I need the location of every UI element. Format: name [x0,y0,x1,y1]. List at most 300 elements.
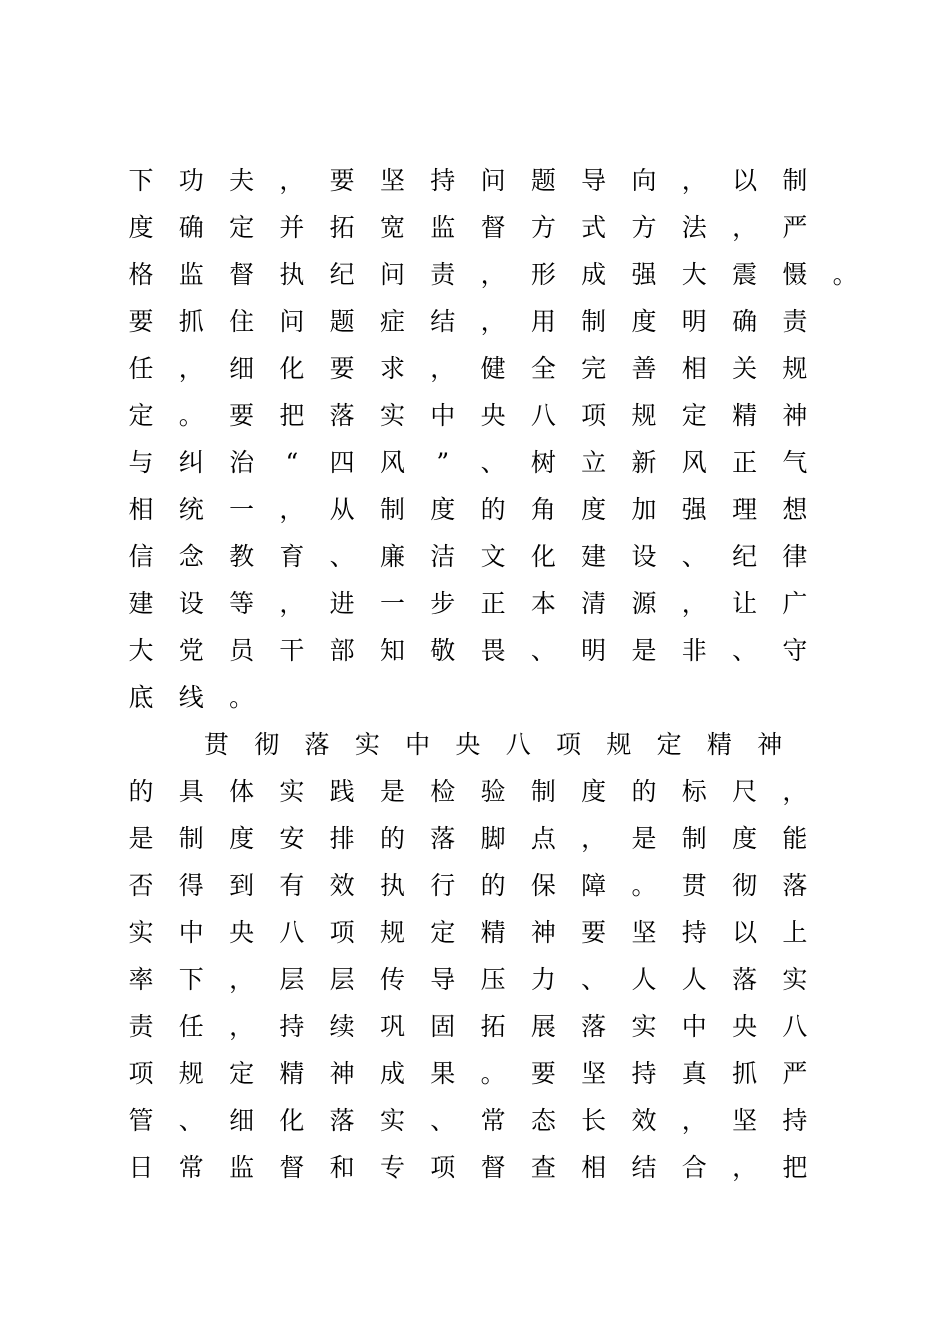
glyph: 、 [681,542,707,571]
glyph: 央 [732,1012,758,1041]
glyph: 管 [128,1106,154,1135]
glyph: 神 [530,918,556,947]
glyph: 纪 [732,542,758,571]
glyph: ， [279,589,305,618]
glyph: 源 [631,589,657,618]
glyph: 中 [430,401,456,430]
glyph: 责 [430,260,456,289]
glyph: 、 [581,965,607,994]
glyph: ， [681,589,707,618]
glyph: 精 [480,918,506,947]
glyph: 贯 [681,871,707,900]
glyph: 排 [329,824,355,853]
glyph: 制 [379,495,405,524]
text-line [0,815,950,862]
glyph: 到 [229,871,255,900]
text-line [0,1003,950,1050]
glyph: 实 [354,730,380,759]
glyph: 是 [379,777,405,806]
glyph: 。 [229,683,255,712]
text-line [0,1144,950,1191]
glyph: 细 [229,354,255,383]
glyph: 新 [631,448,657,477]
glyph: 任 [178,1012,204,1041]
glyph: 人 [631,965,657,994]
glyph: 标 [681,777,707,806]
glyph: 巩 [379,1012,405,1041]
glyph: 神 [782,401,808,430]
glyph: 验 [480,777,506,806]
glyph: 化 [279,354,305,383]
glyph: 的 [631,777,657,806]
glyph: 成 [379,1059,405,1088]
glyph: 合 [681,1153,707,1182]
glyph: 贯 [203,730,229,759]
glyph: “ [285,448,299,477]
glyph: 执 [279,260,305,289]
glyph: 央 [229,918,255,947]
glyph: 彻 [254,730,280,759]
glyph: 脚 [480,824,506,853]
glyph: 神 [757,730,783,759]
glyph: 定 [681,401,707,430]
text-line [0,909,950,956]
text-line [0,768,950,815]
glyph: ， [279,166,305,195]
glyph: 规 [606,730,632,759]
glyph: 强 [631,260,657,289]
glyph: 彻 [732,871,758,900]
glyph: 纠 [178,448,204,477]
glyph: 要 [329,166,355,195]
text-line [0,298,950,345]
glyph: 以 [732,166,758,195]
glyph: 落 [304,730,330,759]
glyph: 本 [530,589,556,618]
glyph: 化 [279,1106,305,1135]
glyph: 定 [128,401,154,430]
glyph: 并 [279,213,305,242]
glyph: 持 [681,918,707,947]
glyph: ， [229,1012,255,1041]
glyph: 知 [379,636,405,665]
glyph: 四 [329,448,355,477]
glyph: 度 [229,824,255,853]
glyph: 要 [530,1059,556,1088]
glyph: 非 [681,636,707,665]
glyph: 与 [128,448,154,477]
glyph: 角 [530,495,556,524]
glyph: 否 [128,871,154,900]
text-line [0,439,950,486]
glyph: 广 [782,589,808,618]
glyph: 制 [178,824,204,853]
glyph: ” [436,448,450,477]
glyph: 题 [530,166,556,195]
glyph: 。 [480,1059,506,1088]
glyph: 监 [430,213,456,242]
glyph: 项 [581,401,607,430]
glyph: 制 [681,824,707,853]
glyph: ， [229,965,255,994]
glyph: 监 [229,1153,255,1182]
glyph: 持 [782,1106,808,1135]
glyph: 念 [178,542,204,571]
glyph: 律 [782,542,808,571]
glyph: 把 [279,401,305,430]
glyph: 实 [631,1012,657,1041]
glyph: 理 [732,495,758,524]
glyph: 正 [480,589,506,618]
glyph: 震 [732,260,758,289]
glyph: 想 [782,495,808,524]
glyph: 实 [379,401,405,430]
glyph: 是 [631,824,657,853]
glyph: 常 [480,1106,506,1135]
glyph: 果 [430,1059,456,1088]
glyph: 步 [430,589,456,618]
glyph: 善 [631,354,657,383]
glyph: 干 [279,636,305,665]
glyph: 定 [229,1059,255,1088]
glyph: 规 [178,1059,204,1088]
glyph: 夫 [229,166,255,195]
glyph: 问 [480,166,506,195]
glyph: 一 [229,495,255,524]
glyph: 央 [480,401,506,430]
glyph: 坚 [379,166,405,195]
glyph: 育 [279,542,305,571]
glyph: ， [480,260,506,289]
glyph: 落 [732,965,758,994]
glyph: 要 [581,918,607,947]
glyph: 制 [530,777,556,806]
glyph: 方 [631,213,657,242]
glyph: ， [480,307,506,336]
glyph: 格 [128,260,154,289]
glyph: 、 [732,636,758,665]
glyph: ， [581,824,607,853]
glyph: 相 [681,354,707,383]
glyph: ， [430,354,456,383]
glyph: 人 [681,965,707,994]
glyph: ， [681,1106,707,1135]
glyph: 项 [430,1153,456,1182]
glyph: 行 [430,871,456,900]
glyph: 督 [279,1153,305,1182]
glyph: 规 [379,918,405,947]
glyph: 宽 [379,213,405,242]
glyph: 信 [128,542,154,571]
glyph: 率 [128,965,154,994]
glyph: 坚 [732,1106,758,1135]
text-line [0,1050,950,1097]
glyph: 执 [379,871,405,900]
glyph: ， [279,495,305,524]
glyph: ， [782,777,808,806]
glyph: 问 [379,260,405,289]
glyph: 导 [581,166,607,195]
glyph: 风 [379,448,405,477]
glyph: 明 [681,307,707,336]
glyph: 落 [430,824,456,853]
text-line [0,251,950,298]
glyph: 效 [329,871,355,900]
glyph: 度 [581,495,607,524]
glyph: 、 [178,1106,204,1135]
glyph: 导 [430,965,456,994]
glyph: 实 [128,918,154,947]
glyph: 责 [782,307,808,336]
glyph: 践 [329,777,355,806]
glyph: 敬 [430,636,456,665]
glyph: 教 [229,542,255,571]
glyph: 尺 [732,777,758,806]
text-line [0,580,950,627]
glyph: 拓 [480,1012,506,1041]
glyph: 定 [229,213,255,242]
glyph: 法 [681,213,707,242]
glyph: 得 [178,871,204,900]
text-line [0,392,950,439]
glyph: ， [178,354,204,383]
glyph: 层 [329,965,355,994]
glyph: 结 [631,1153,657,1182]
glyph: 障 [581,871,607,900]
glyph: 细 [229,1106,255,1135]
glyph: 用 [530,307,556,336]
glyph: 正 [732,448,758,477]
glyph: 文 [480,542,506,571]
glyph: 责 [128,1012,154,1041]
glyph: 实 [279,777,305,806]
text-line [0,1097,950,1144]
glyph: 展 [530,1012,556,1041]
glyph: 、 [430,1106,456,1135]
glyph: 定 [656,730,682,759]
glyph: 下 [178,965,204,994]
glyph: 态 [530,1106,556,1135]
glyph: 拓 [329,213,355,242]
glyph: 线 [178,683,204,712]
glyph: 层 [279,965,305,994]
glyph: 落 [329,1106,355,1135]
glyph: 精 [732,401,758,430]
glyph: 度 [430,495,456,524]
glyph: 八 [782,1012,808,1041]
glyph: 真 [681,1059,707,1088]
glyph: 式 [581,213,607,242]
glyph: 功 [178,166,204,195]
glyph: 的 [379,824,405,853]
glyph: 纪 [329,260,355,289]
glyph: 落 [782,871,808,900]
glyph: 员 [229,636,255,665]
glyph: 统 [178,495,204,524]
glyph: 形 [530,260,556,289]
glyph: 、 [480,448,506,477]
glyph: 严 [782,1059,808,1088]
glyph: 党 [178,636,204,665]
glyph: 效 [631,1106,657,1135]
text-line [0,862,950,909]
glyph: 度 [732,824,758,853]
glyph: 查 [530,1153,556,1182]
glyph: 严 [782,213,808,242]
glyph: 点 [530,824,556,853]
glyph: 安 [279,824,305,853]
glyph: 的 [128,777,154,806]
glyph: 定 [430,918,456,947]
glyph: 症 [379,307,405,336]
glyph: 常 [178,1153,204,1182]
glyph: 的 [480,495,506,524]
glyph: 问 [279,307,305,336]
glyph: 题 [329,307,355,336]
glyph: 要 [128,307,154,336]
glyph: 强 [681,495,707,524]
glyph: 相 [128,495,154,524]
glyph: 长 [581,1106,607,1135]
glyph: 确 [732,307,758,336]
glyph: 有 [279,871,305,900]
glyph: 中 [178,918,204,947]
glyph: 具 [178,777,204,806]
glyph: 坚 [631,918,657,947]
glyph: 监 [178,260,204,289]
glyph: 把 [782,1153,808,1182]
glyph: 、 [329,542,355,571]
glyph: 洁 [430,542,456,571]
glyph: 持 [430,166,456,195]
glyph: 要 [229,401,255,430]
glyph: 压 [480,965,506,994]
glyph: 落 [329,401,355,430]
glyph: 以 [732,918,758,947]
text-line [0,345,950,392]
glyph: 进 [329,589,355,618]
glyph: 实 [379,1106,405,1135]
glyph: 八 [279,918,305,947]
glyph: 度 [631,307,657,336]
glyph: 传 [379,965,405,994]
glyph: 从 [329,495,355,524]
glyph: 是 [631,636,657,665]
glyph: 大 [128,636,154,665]
glyph: 中 [405,730,431,759]
glyph: 日 [128,1153,154,1182]
glyph: 八 [530,401,556,430]
glyph: 制 [581,307,607,336]
glyph: 固 [430,1012,456,1041]
glyph: 的 [480,871,506,900]
glyph: 等 [229,589,255,618]
glyph: 持 [279,1012,305,1041]
text-line [0,627,950,674]
glyph: ， [732,1153,758,1182]
glyph: 相 [581,1153,607,1182]
glyph: 建 [128,589,154,618]
text-line [0,204,950,251]
glyph: 项 [329,918,355,947]
glyph: 成 [581,260,607,289]
glyph: 关 [732,354,758,383]
glyph: 廉 [379,542,405,571]
glyph: ， [681,166,707,195]
glyph: 督 [480,213,506,242]
glyph: 续 [329,1012,355,1041]
glyph: 树 [530,448,556,477]
glyph: 、 [530,636,556,665]
glyph: 度 [581,777,607,806]
glyph: 和 [329,1153,355,1182]
glyph: 风 [681,448,707,477]
text-line [0,956,950,1003]
glyph: 督 [229,260,255,289]
glyph: 实 [782,965,808,994]
glyph: 项 [128,1059,154,1088]
glyph: 向 [631,166,657,195]
glyph: 央 [455,730,481,759]
glyph: 上 [782,918,808,947]
glyph: 一 [379,589,405,618]
text-line [0,157,950,204]
paragraph-first-line [0,721,950,768]
glyph: 检 [430,777,456,806]
glyph: 方 [530,213,556,242]
glyph: 精 [706,730,732,759]
glyph: 让 [732,589,758,618]
glyph: 求 [379,354,405,383]
glyph: 住 [229,307,255,336]
glyph: 明 [581,636,607,665]
glyph: 建 [581,542,607,571]
text-line [0,533,950,580]
glyph: 八 [505,730,531,759]
glyph: 力 [530,965,556,994]
glyph: 立 [581,448,607,477]
glyph: 精 [279,1059,305,1088]
glyph: 加 [631,495,657,524]
glyph: ， [732,213,758,242]
glyph: 下 [128,166,154,195]
glyph: 设 [178,589,204,618]
glyph: 。 [178,401,204,430]
glyph: 底 [128,683,154,712]
text-line [0,674,950,721]
glyph: 设 [631,542,657,571]
glyph: 要 [329,354,355,383]
glyph: 守 [782,636,808,665]
glyph: 神 [329,1059,355,1088]
glyph: 大 [681,260,707,289]
glyph: 清 [581,589,607,618]
glyph: 化 [530,542,556,571]
glyph: 落 [581,1012,607,1041]
glyph: 治 [229,448,255,477]
glyph: 项 [556,730,582,759]
glyph: 结 [430,307,456,336]
glyph: 气 [782,448,808,477]
glyph: 抓 [732,1059,758,1088]
glyph: 部 [329,636,355,665]
glyph: 慑 [782,260,808,289]
text-line [0,486,950,533]
glyph: 抓 [178,307,204,336]
glyph: 规 [631,401,657,430]
glyph: 确 [178,213,204,242]
glyph: 专 [379,1153,405,1182]
